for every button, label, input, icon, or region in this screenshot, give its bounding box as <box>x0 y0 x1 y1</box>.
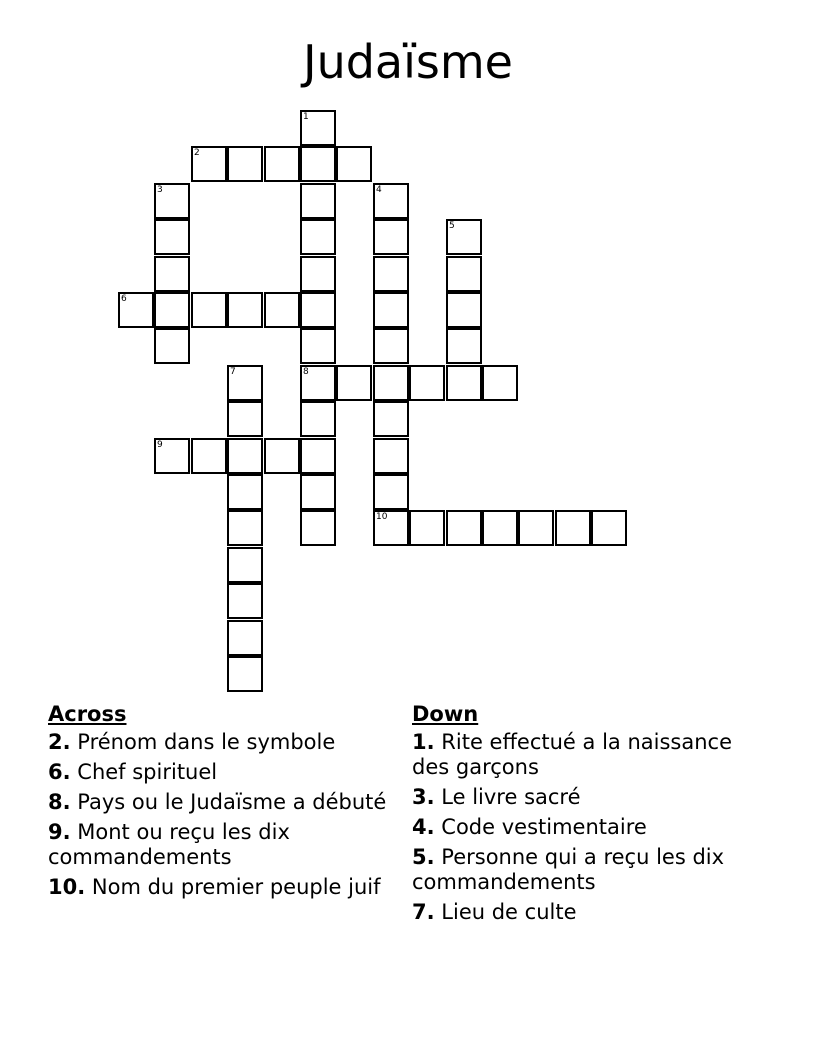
grid-cell[interactable] <box>191 438 227 474</box>
cell-number: 5 <box>449 221 455 231</box>
grid-cell[interactable] <box>154 256 190 292</box>
clue-text: Prénom dans le symbole <box>77 730 336 754</box>
grid-cell[interactable] <box>154 183 190 219</box>
grid-cell[interactable] <box>227 146 263 182</box>
grid-cell[interactable] <box>227 656 263 692</box>
grid-cell[interactable] <box>373 474 409 510</box>
page-title: Judaïsme <box>303 35 513 89</box>
down-clue-4 <box>412 815 732 840</box>
clue-number: 6. <box>48 760 71 784</box>
grid-cell[interactable] <box>227 547 263 583</box>
clue-text: Mont ou reçu les dix commandements <box>48 820 290 869</box>
grid-cell[interactable] <box>227 510 263 546</box>
grid-cell[interactable] <box>446 365 482 401</box>
clue-number: 7. <box>412 900 435 924</box>
grid-cell[interactable] <box>300 365 336 401</box>
cell-number: 3 <box>157 185 163 195</box>
grid-cell[interactable] <box>482 365 518 401</box>
grid-cell[interactable] <box>446 328 482 364</box>
grid-cell[interactable] <box>118 292 154 328</box>
grid-cell[interactable] <box>227 620 263 656</box>
grid-cell[interactable] <box>555 510 591 546</box>
grid-cell[interactable] <box>373 438 409 474</box>
grid-cell[interactable] <box>300 328 336 364</box>
clue-number: 8. <box>48 790 71 814</box>
grid-cell[interactable] <box>373 510 409 546</box>
grid-cell[interactable] <box>373 365 409 401</box>
grid-cell[interactable] <box>300 474 336 510</box>
grid-cell[interactable] <box>373 219 409 255</box>
cell-number: 7 <box>230 367 236 377</box>
grid-cell[interactable] <box>227 583 263 619</box>
clue-number: 4. <box>412 815 435 839</box>
grid-cell[interactable] <box>373 183 409 219</box>
grid-cell[interactable] <box>300 292 336 328</box>
grid-cell[interactable] <box>264 292 300 328</box>
across-clues <box>48 702 388 905</box>
grid-cell[interactable] <box>191 292 227 328</box>
across-clue-6 <box>48 760 388 785</box>
clue-text: Lieu de culte <box>441 900 577 924</box>
grid-cell[interactable] <box>264 146 300 182</box>
grid-cell[interactable] <box>446 219 482 255</box>
across-clue-9 <box>48 820 388 870</box>
grid-cell[interactable] <box>446 256 482 292</box>
grid-cell[interactable] <box>409 510 445 546</box>
across-clue-2 <box>48 730 388 755</box>
grid-cell[interactable] <box>227 292 263 328</box>
grid-cell[interactable] <box>409 365 445 401</box>
grid-cell[interactable] <box>300 219 336 255</box>
cell-number: 1 <box>303 112 309 122</box>
down-heading: Down <box>412 702 479 726</box>
grid-cell[interactable] <box>154 438 190 474</box>
grid-cell[interactable] <box>191 146 227 182</box>
grid-cell[interactable] <box>154 292 190 328</box>
clue-number: 9. <box>48 820 71 844</box>
cell-number: 6 <box>121 294 127 304</box>
grid-cell[interactable] <box>373 401 409 437</box>
clue-number: 2. <box>48 730 71 754</box>
grid-cell[interactable] <box>227 438 263 474</box>
grid-cell[interactable] <box>446 292 482 328</box>
grid-cell[interactable] <box>300 183 336 219</box>
across-heading: Across <box>48 702 127 726</box>
down-clue-5 <box>412 845 732 895</box>
grid-cell[interactable] <box>154 219 190 255</box>
clue-number: 3. <box>412 785 435 809</box>
clue-text: Code vestimentaire <box>441 815 647 839</box>
grid-cell[interactable] <box>227 401 263 437</box>
clue-text: Personne qui a reçu les dix commandements <box>412 845 725 894</box>
grid-cell[interactable] <box>264 438 300 474</box>
across-clue-10 <box>48 875 388 900</box>
grid-cell[interactable] <box>336 146 372 182</box>
grid-cell[interactable] <box>336 365 372 401</box>
grid-cell[interactable] <box>373 328 409 364</box>
grid-cell[interactable] <box>373 256 409 292</box>
clue-number: 1. <box>412 730 435 754</box>
clue-text: Rite effectué a la naissance des garçons <box>412 730 732 779</box>
clue-number: 10. <box>48 875 86 899</box>
down-clue-3 <box>412 785 732 810</box>
grid-cell[interactable] <box>300 438 336 474</box>
cell-number: 2 <box>194 148 200 158</box>
grid-cell[interactable] <box>591 510 627 546</box>
clue-text: Nom du premier peuple juif <box>91 875 381 899</box>
grid-cell[interactable] <box>446 510 482 546</box>
down-clue-1 <box>412 730 732 780</box>
down-clue-7 <box>412 900 732 925</box>
down-clues <box>412 702 732 930</box>
grid-cell[interactable] <box>482 510 518 546</box>
cell-number: 4 <box>376 185 382 195</box>
grid-cell[interactable] <box>300 401 336 437</box>
cell-number: 8 <box>303 367 309 377</box>
clue-text: Chef spirituel <box>77 760 218 784</box>
grid-cell[interactable] <box>518 510 554 546</box>
grid-cell[interactable] <box>227 365 263 401</box>
clue-text: Pays ou le Judaïsme a débuté <box>77 790 387 814</box>
clue-text: Le livre sacré <box>441 785 581 809</box>
clue-number: 5. <box>412 845 435 869</box>
across-clue-8 <box>48 790 388 815</box>
cell-number: 10 <box>376 512 388 522</box>
grid-cell[interactable] <box>154 328 190 364</box>
grid-cell[interactable] <box>373 292 409 328</box>
grid-cell[interactable] <box>300 510 336 546</box>
cell-number: 9 <box>157 440 163 450</box>
grid-cell[interactable] <box>300 146 336 182</box>
grid-cell[interactable] <box>300 110 336 146</box>
grid-cell[interactable] <box>300 256 336 292</box>
grid-cell[interactable] <box>227 474 263 510</box>
